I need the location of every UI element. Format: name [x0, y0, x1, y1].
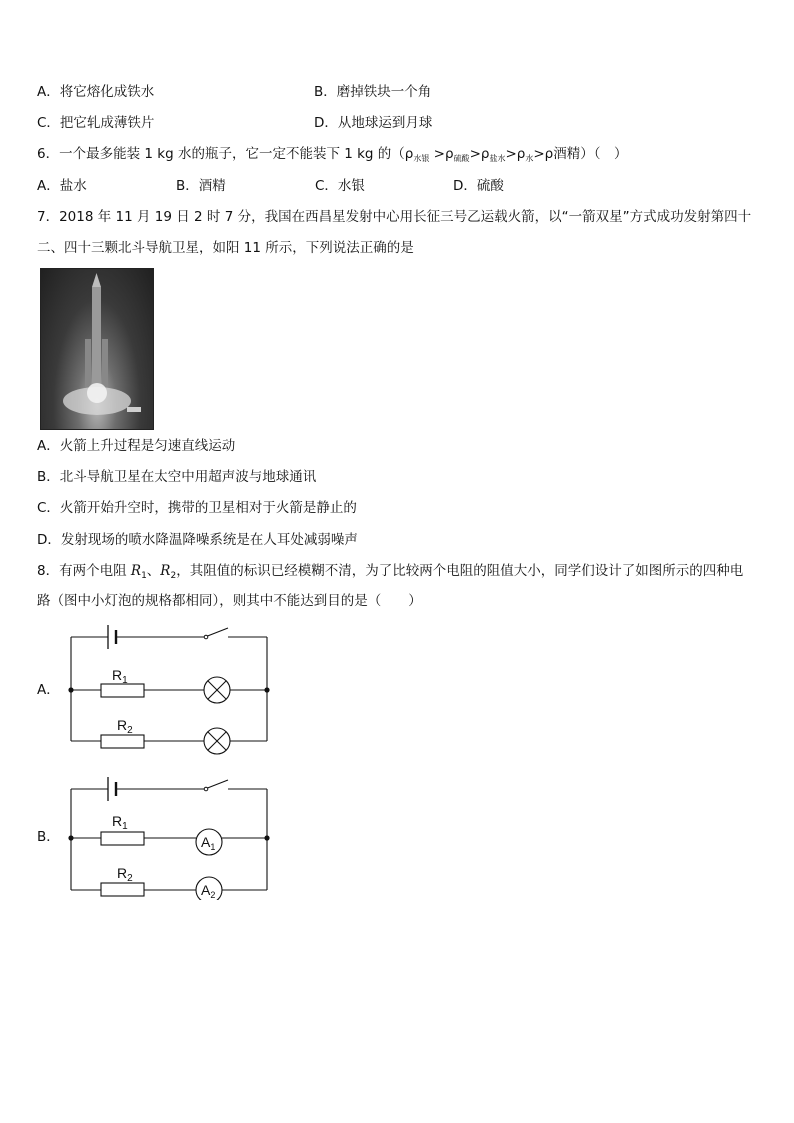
q5-option-b: B．磨掉铁块一个角: [314, 84, 432, 100]
junction-dot: [264, 687, 269, 692]
q5-option-c: C．把它轧成薄铁片: [37, 115, 155, 131]
circuit-b-diagram: [60, 770, 280, 900]
circuit-a-label: A．: [37, 682, 60, 698]
svg-text:A1: $A_1$: [201, 834, 216, 852]
switch-symbol: [204, 628, 228, 639]
q7-option-c: C．火箭开始升空时，携带的卫星相对于火箭是静止的: [37, 500, 357, 516]
circuit-a-r1-label: $R_1$: [112, 667, 128, 686]
switch-symbol: [204, 780, 228, 791]
q6-option-c: C．水银: [315, 178, 365, 194]
battery-symbol: [108, 777, 116, 801]
ammeter-a1-symbol: [196, 829, 222, 855]
circuit-b-r2-label: $R_2$: [117, 865, 133, 884]
q5-option-a: A．将它熔化成铁水: [37, 84, 155, 100]
q6-stem: 6．一个最多能装 1 kg 水的瓶子，它一定不能装下 1 kg 的（$\rho_{水银} >\rho_{硫酸}>\rho_{盐水}>\rho_水>\rho$酒精）（ ）: [37, 146, 628, 163]
junction-dot: [68, 687, 73, 692]
q7-option-a: A．火箭上升过程是匀速直线运动: [37, 438, 236, 454]
q7-stem-line1: 7．2018 年 11 月 19 日 2 时 7 分，我国在西昌星发射中心用长征三号乙运载火箭，以“一箭双星”方式成功发射第四十: [37, 209, 752, 225]
q8-stem-line2: 路（图中小灯泡的规格都相同），则其中不能达到目的是（ ）: [37, 593, 422, 609]
q7-option-b: B．北斗导航卫星在太空中用超声波与地球通讯: [37, 469, 317, 485]
circuit-a-diagram: [60, 620, 280, 760]
battery-symbol: [108, 625, 116, 649]
rocket-launch-photo: [40, 268, 154, 430]
circuit-a-r2-label: $R_2$: [117, 717, 133, 736]
svg-text:A2: $A_2$: [201, 882, 216, 900]
q6-option-d: D．硫酸: [453, 178, 504, 194]
rocket-illustration: [41, 269, 153, 429]
circuit-b-label: B．: [37, 829, 60, 845]
lamp-symbol: [204, 677, 230, 703]
junction-dot: [68, 835, 73, 840]
q5-option-d: D．从地球运到月球: [314, 115, 433, 131]
q8-stem-line1: 8．有两个电阻 $R_1$、$R_2$，其阻值的标识已经模糊不清，为了比较两个电阻的阻值大小，同学们设计了如图所示的四种电: [37, 563, 744, 581]
q6-option-a: A．盐水: [37, 178, 87, 194]
ammeter-a2-symbol: [196, 877, 222, 900]
q7-stem-line2: 二、四十三颗北斗导航卫星，如阳 11 所示，下列说法正确的是: [37, 240, 414, 256]
q6-option-b: B．酒精: [176, 178, 226, 194]
q7-option-d: D．发射现场的喷水降温降噪系统是在人耳处减弱噪声: [37, 532, 358, 548]
lamp-symbol: [204, 728, 230, 754]
junction-dot: [264, 835, 269, 840]
circuit-b-r1-label: $R_1$: [112, 813, 128, 832]
